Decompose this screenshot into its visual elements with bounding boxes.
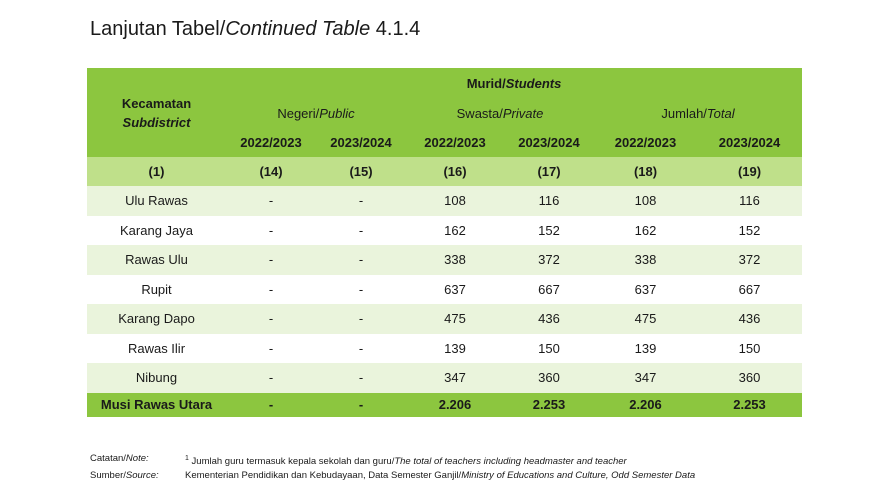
- table-row: [87, 216, 802, 246]
- total-label: Total: [706, 105, 735, 121]
- table-cell: 475: [634, 311, 657, 327]
- table-cell: 139: [634, 340, 657, 356]
- column-number-row: [87, 157, 802, 186]
- total-label: Musi Rawas Utara: [100, 397, 213, 412]
- table-cell: -: [268, 311, 274, 327]
- table-cell: -: [358, 370, 364, 386]
- total-cell: -: [358, 397, 364, 412]
- column-number: (1): [148, 164, 165, 179]
- table-cell: 338: [444, 252, 466, 268]
- title-plain: Lanjutan Tabel/: [90, 18, 226, 40]
- table-row: [87, 245, 802, 275]
- swasta-label: Swasta/: [456, 105, 503, 121]
- total-cell: 2.253: [733, 397, 766, 412]
- table-cell: -: [268, 193, 274, 209]
- source-label-plain: Sumber/: [90, 470, 126, 482]
- table-cell: -: [268, 222, 274, 238]
- table-cell: -: [358, 340, 364, 356]
- district-name: Rawas Ulu: [125, 252, 188, 268]
- year-header: 2022/2023: [240, 135, 302, 150]
- table-row: [87, 363, 802, 393]
- district-name: Rupit: [141, 281, 172, 297]
- murid-header: [226, 68, 802, 98]
- note-label: [90, 452, 185, 469]
- column-number: (18): [633, 164, 658, 179]
- header-row-1: [87, 68, 802, 98]
- source-text-plain: Kementerian Pendidikan dan Kebudayaan, Data Semester Ganjil/: [185, 470, 462, 482]
- total-cell: 2.253: [532, 397, 566, 412]
- table-cell: 372: [538, 252, 560, 268]
- district-name: Karang Dapo: [118, 311, 195, 327]
- table-cell: 338: [634, 252, 657, 268]
- year-header: 2023/2024: [518, 135, 580, 150]
- table-cell: -: [358, 311, 364, 327]
- district-name: Nibung: [135, 370, 178, 386]
- year-header: 2023/2024: [330, 135, 392, 150]
- note-label-italic: Note:: [125, 453, 149, 464]
- title-italic: Continued Table: [225, 18, 371, 40]
- table-row: [87, 334, 802, 364]
- swasta-header: [406, 98, 594, 128]
- negeri-label: Negeri/: [277, 105, 320, 121]
- table-cell: 150: [738, 340, 761, 356]
- table-cell: 667: [738, 281, 761, 297]
- table-cell: 116: [739, 193, 760, 209]
- table-row: [87, 304, 802, 334]
- jumlah-label: Jumlah/: [661, 105, 707, 121]
- table-cell: -: [268, 370, 274, 386]
- source-text-italic: Ministry of Educations and Culture, Odd Semester Data: [461, 470, 696, 482]
- table-cell: 152: [538, 222, 560, 238]
- column-number: (17): [537, 164, 561, 179]
- table-cell: 347: [444, 370, 466, 386]
- total-cell: 2.206: [629, 397, 662, 412]
- note-text: [185, 452, 627, 469]
- table-cell: 637: [634, 281, 657, 297]
- table-row: [87, 186, 802, 216]
- table-cell: 347: [634, 370, 657, 386]
- column-number: (16): [443, 164, 467, 179]
- table-cell: -: [358, 222, 364, 238]
- source-text: [185, 469, 695, 483]
- table-cell: 372: [738, 252, 761, 268]
- district-name: Ulu Rawas: [125, 193, 188, 209]
- source-label: [90, 469, 185, 483]
- total-cell: -: [268, 397, 274, 412]
- district-name: Rawas Ilir: [127, 340, 186, 356]
- table-cell: 360: [738, 370, 761, 386]
- table-cell: 436: [738, 311, 761, 327]
- total-row: [87, 393, 802, 417]
- table-cell: 436: [538, 311, 560, 327]
- table-cell: -: [268, 281, 274, 297]
- students-label: Students: [505, 75, 562, 91]
- source-line: [90, 469, 695, 483]
- jumlah-header: [594, 98, 802, 128]
- note-label-plain: Catatan/: [90, 453, 126, 464]
- column-number: (19): [737, 164, 762, 179]
- note-superscript: 1: [185, 455, 189, 462]
- table-cell: 667: [538, 281, 560, 297]
- table-cell: 108: [444, 193, 466, 209]
- total-cell: 2.206: [438, 397, 472, 412]
- year-header: 2022/2023: [614, 135, 677, 150]
- title-number: 4.1.4: [370, 18, 421, 40]
- table-cell: 475: [444, 311, 466, 327]
- table-cell: 150: [538, 340, 560, 356]
- table-cell: 162: [444, 222, 466, 238]
- private-label: Private: [502, 105, 544, 121]
- table-cell: -: [358, 252, 364, 268]
- subdistrict-label: Subdistrict: [122, 114, 191, 130]
- table-cell: -: [358, 281, 364, 297]
- table-cell: 637: [444, 281, 466, 297]
- table-cell: 360: [538, 370, 560, 386]
- negeri-header: [226, 98, 406, 128]
- table-cell: 139: [444, 340, 466, 356]
- table-row: [87, 275, 802, 305]
- year-header: 2022/2023: [424, 135, 486, 150]
- table-title: [90, 18, 420, 41]
- table-cell: 116: [538, 193, 560, 209]
- note-text-plain: Jumlah guru termasuk kepala sekolah dan guru/: [188, 456, 395, 468]
- murid-label: Murid/: [466, 75, 506, 91]
- note-text-italic: The total of teachers including headmaster and teacher: [394, 456, 627, 468]
- note-line: [90, 452, 695, 469]
- source-label-italic: Source:: [125, 470, 159, 482]
- year-header: 2023/2024: [718, 135, 781, 150]
- table-cell: 108: [634, 193, 657, 209]
- column-number: (15): [349, 164, 373, 179]
- district-name: Karang Jaya: [120, 222, 193, 238]
- public-label: Public: [319, 105, 355, 121]
- column-number: (14): [259, 164, 283, 179]
- kecamatan-label: Kecamatan: [121, 95, 192, 111]
- table-cell: -: [358, 193, 364, 209]
- table-cell: -: [268, 340, 274, 356]
- table-cell: 162: [634, 222, 657, 238]
- table-cell: -: [268, 252, 274, 268]
- students-table: [87, 68, 802, 417]
- table-cell: 152: [738, 222, 761, 238]
- footnotes: [90, 452, 695, 483]
- kecamatan-header: [87, 68, 226, 157]
